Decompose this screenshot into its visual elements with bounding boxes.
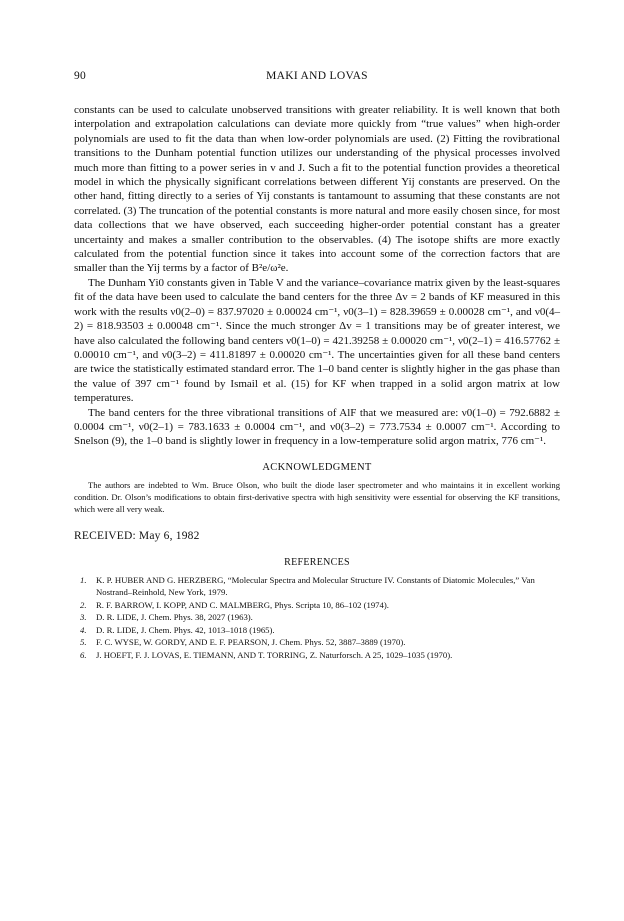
reference-item: [74, 611, 560, 624]
reference-text: D. R. LIDE, J. Chem. Phys. 38, 2027 (1963).: [96, 612, 253, 623]
reference-text: R. F. BARROW, I. KOPP, AND C. MALMBERG, Phys. Scripta 10, 86–102 (1974).: [96, 599, 389, 610]
page-number: 90: [74, 70, 87, 82]
reference-list: [74, 574, 560, 662]
body-paragraph: The Dunham Yi0 constants given in Table V and the variance–covariance matrix given by the least-squares fit of the data have been used to calculate the band centers for the three Δv = 2 bands of KF measured in this work with the results ν0(2–0) = 837.97020 ± 0.00024 cm⁻¹, ν0(3–1) = 828.39659 ± 0.00028 cm⁻¹, and ν0(4–2) = 818.93503 ± 0.00048 cm⁻¹. Since the much stronger Δv = 1 transitions may be of greater interest, we have also calculated the following band centers ν0(1–0) = 421.39258 ± 0.00020 cm⁻¹, ν0(2–1) = 416.57762 ± 0.00010 cm⁻¹, and ν0(3–2) = 411.81897 ± 0.00020 cm⁻¹. The uncertainties given for all these band centers are twice the statistically estimated standard error. The 1–0 band center is slightly higher in the gas phase than the value of 397 cm⁻¹ found by Ismail et al. (15) for KF when trapped in a solid argon matrix at low temperatures.: [74, 276, 560, 405]
body-paragraph: The band centers for the three vibrational transitions of AlF that we measured are: ν0(1–0) = 792.6882 ± 0.0004 cm⁻¹, ν0(2–1) = 783.1633 ± 0.0004 cm⁻¹, and ν0(3–2) = 773.7534 ± 0.0007 cm⁻¹. According to Snelson (9), the 1–0 band is slightly lower in frequency in a low-temperature solid argon matrix, 776 cm⁻¹.: [74, 406, 560, 448]
body-paragraph: constants can be used to calculate unobserved transitions with greater reliability. It is well known that both interpolation and extrapolation calculations can deviate more quickly from “true values” when high-order polynomials are used to fit the data than when low-order polynomials are used. (2) Fitting the rovibrational transitions to the Dunham potential function utilizes our understanding of the physical processes involved much more than fitting to a power series in v and J. Such a fit to the potential function provides a theoretical model in which the physically significant correlations between different Yij constants are preserved. On the other hand, fitting directly to a series of Yij constants is tantamount to assuming that these constants are not correlated. (3) The truncation of the potential constants is more natural and more easily chosen since, for most data collections that we have observed, each succeeding higher-order potential constant has a greater uncertainty and makes a smaller contribution to the observables. (4) The isotope shifts are more exactly calculated from the potential function since it takes into account some of the correction factors that are smaller than the Yij terms by a factor of B²e/ω²e.: [74, 104, 560, 275]
page-header: [74, 70, 560, 90]
reference-number: 2.: [80, 599, 87, 610]
reference-item: [74, 574, 560, 599]
reference-item: [74, 636, 560, 649]
reference-text: K. P. HUBER AND G. HERZBERG, “Molecular Spectra and Molecular Structure IV. Constants of Diatomic Molecules,” Van Nostrand–Reinhold, New York, 1979.: [96, 574, 535, 598]
reference-text: F. C. WYSE, W. GORDY, AND E. F. PEARSON, J. Chem. Phys. 52, 3887–3889 (1970).: [96, 637, 406, 648]
reference-item: [74, 599, 560, 612]
acknowledgment-heading: ACKNOWLEDGMENT: [262, 461, 372, 473]
reference-number: 1.: [80, 574, 87, 585]
received-date: RECEIVED: May 6, 1982: [74, 529, 200, 542]
acknowledgment-text: The authors are indebted to Wm. Bruce Olson, who built the diode laser spectrometer and who maintains it in excellent working condition. Dr. Olson’s modifications to obtain first-derivative spectra with high sensitivity were essential for observing the KF transitions, which were all very weak.: [74, 479, 560, 514]
reference-number: 5.: [80, 637, 87, 648]
reference-item: [74, 624, 560, 637]
body-text: [74, 103, 560, 449]
running-head: MAKI AND LOVAS: [266, 70, 368, 82]
reference-number: 6.: [80, 649, 87, 660]
references-heading: REFERENCES: [284, 556, 350, 568]
journal-page: [74, 70, 560, 670]
reference-item: [74, 649, 560, 662]
reference-text: J. HOEFT, F. J. LOVAS, E. TIEMANN, AND T. TORRING, Z. Naturforsch. A 25, 1029–1035 (1970).: [96, 649, 453, 660]
reference-text: D. R. LIDE, J. Chem. Phys. 42, 1013–1018 (1965).: [96, 624, 275, 635]
reference-number: 3.: [80, 612, 87, 623]
reference-number: 4.: [80, 624, 87, 635]
